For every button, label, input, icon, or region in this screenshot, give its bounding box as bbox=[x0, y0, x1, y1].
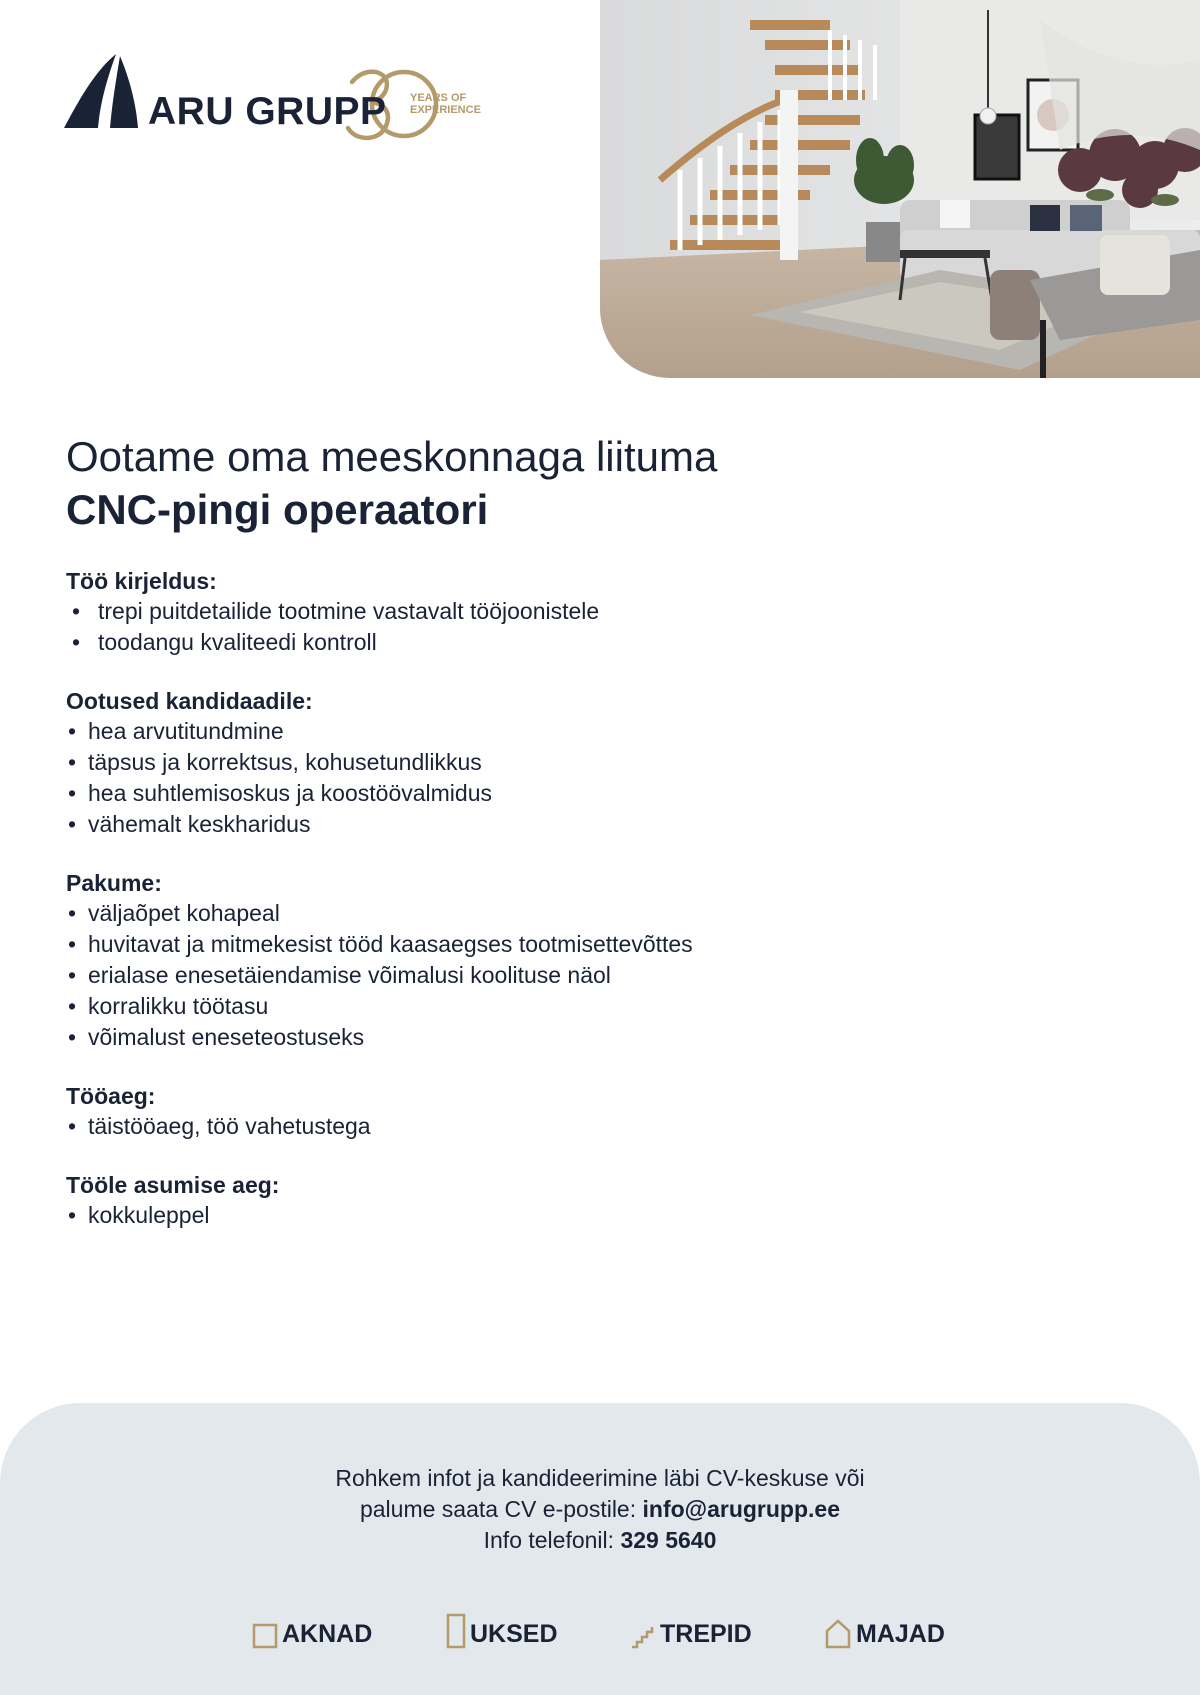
product-categories bbox=[0, 1609, 1200, 1649]
list-item: • kokkuleppel bbox=[66, 1200, 966, 1231]
stairs-icon bbox=[630, 1623, 656, 1649]
section-title: Töö kirjeldus: bbox=[66, 568, 217, 594]
job-details bbox=[66, 566, 966, 1259]
brand-name: ARU GRUPP bbox=[148, 90, 387, 133]
section-title: Ootused kandidaadile: bbox=[66, 688, 313, 714]
product-doors bbox=[446, 1609, 558, 1649]
phone-number[interactable]: 329 5640 bbox=[620, 1527, 717, 1553]
section-requirements bbox=[66, 686, 966, 840]
list-item: • võimalust eneseteostuseks bbox=[66, 1022, 966, 1053]
contact-info bbox=[0, 1463, 1200, 1556]
job-headline bbox=[66, 432, 1066, 538]
hero-image bbox=[600, 0, 1200, 378]
headline-intro: Ootame oma meeskonnaga liituma bbox=[66, 433, 718, 480]
company-logo bbox=[64, 52, 504, 152]
house-icon bbox=[824, 1619, 852, 1649]
list-item: • trepi puitdetailide tootmine vastavalt tööjoonistele bbox=[66, 596, 966, 627]
list-item: • väljaõpet kohapeal bbox=[66, 898, 966, 929]
product-label: TREPID bbox=[660, 1620, 752, 1648]
contact-line-2 bbox=[0, 1494, 1200, 1525]
product-stairs bbox=[630, 1609, 752, 1649]
door-icon bbox=[446, 1613, 466, 1649]
list-item: • vähemalt keskharidus bbox=[66, 809, 966, 840]
section-we-offer bbox=[66, 868, 966, 1053]
list-item: • täistööaeg, töö vahetustega bbox=[66, 1111, 966, 1142]
list-item: • korralikku töötasu bbox=[66, 991, 966, 1022]
section-working-hours bbox=[66, 1081, 966, 1142]
section-job-description bbox=[66, 566, 966, 658]
email-prefix: palume saata CV e-postile: bbox=[359, 1496, 643, 1522]
section-start-date bbox=[66, 1170, 966, 1231]
list-item: • huvitavat ja mitmekesist tööd kaasaegses tootmisettevõttes bbox=[66, 929, 966, 960]
headline-job-title: CNC-pingi operaatori bbox=[66, 486, 489, 533]
product-windows bbox=[252, 1609, 372, 1649]
list-item: • hea arvutitundmine bbox=[66, 716, 966, 747]
window-icon bbox=[252, 1623, 278, 1649]
list-item: • hea suhtlemisoskus ja koostöövalmidus bbox=[66, 778, 966, 809]
email-link[interactable]: info@arugrupp.ee bbox=[642, 1496, 841, 1522]
product-label: UKSED bbox=[470, 1620, 558, 1648]
list-item: • erialase enesetäiendamise võimalusi koolituse näol bbox=[66, 960, 966, 991]
section-title: Pakume: bbox=[66, 870, 162, 896]
contact-line-3 bbox=[0, 1525, 1200, 1556]
product-houses bbox=[824, 1609, 945, 1649]
years-of-experience-label: YEARS OF EXPERIENCE bbox=[410, 92, 481, 116]
footer-panel bbox=[0, 1403, 1200, 1695]
product-label: MAJAD bbox=[856, 1620, 945, 1648]
section-title: Tööle asumise aeg: bbox=[66, 1172, 280, 1198]
phone-prefix: Info telefonil: bbox=[483, 1527, 621, 1553]
interior-staircase-illustration bbox=[600, 0, 1200, 378]
list-item: • täpsus ja korrektsus, kohusetundlikkus bbox=[66, 747, 966, 778]
product-label: AKNAD bbox=[282, 1620, 373, 1648]
section-title: Tööaeg: bbox=[66, 1083, 156, 1109]
list-item: • toodangu kvaliteedi kontroll bbox=[66, 627, 966, 658]
contact-line-1: Rohkem infot ja kandideerimine läbi CV-keskuse või bbox=[335, 1465, 865, 1491]
